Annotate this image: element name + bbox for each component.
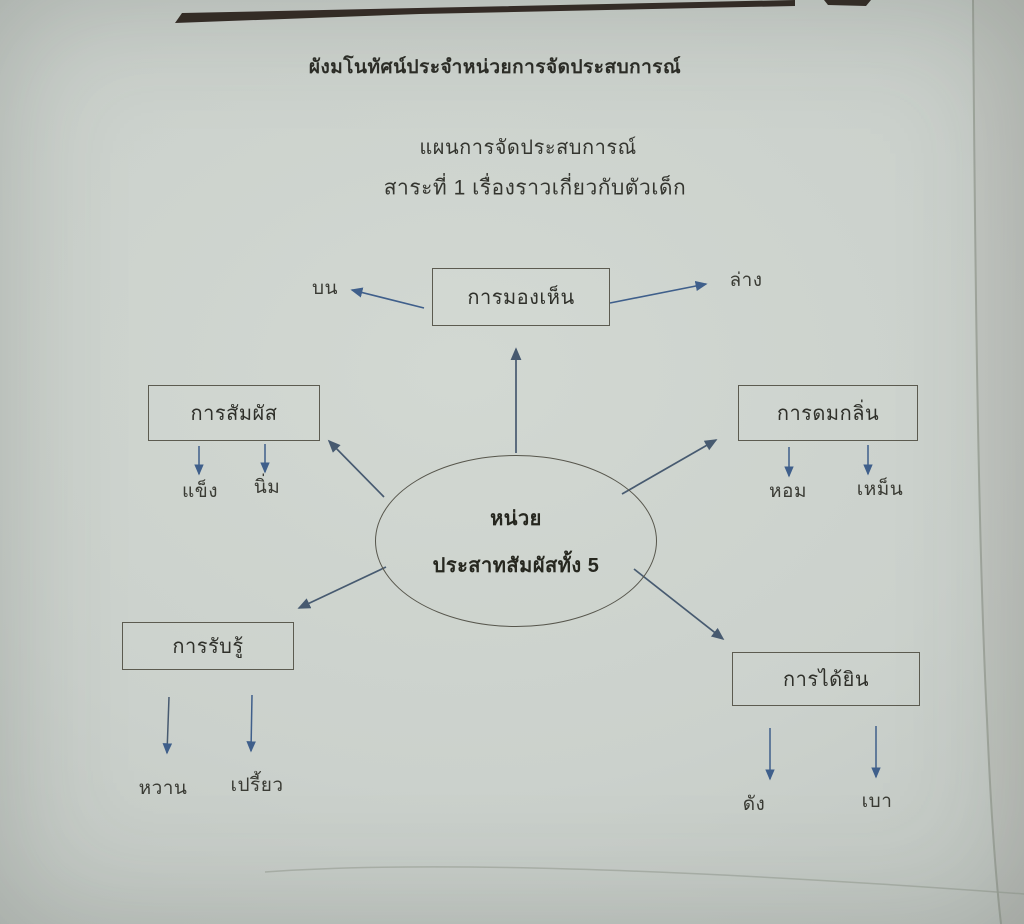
node-perception-label: การรับรู้ (172, 636, 244, 658)
bottom-crease-line (265, 867, 1024, 894)
vision-child-bon-label: บน (311, 278, 339, 299)
page-subtitle-plan: แผนการจัดประสบการณ์ (419, 137, 637, 159)
arrow-vision-to-bon (352, 290, 424, 308)
hearing-child-dang-label: ดัง (742, 794, 766, 815)
node-smell-box (738, 385, 918, 441)
node-vision-label: การมองเห็น (467, 287, 575, 309)
page-title: ผังมโนทัศน์ประจำหน่วยการจัดประสบการณ์ (308, 57, 682, 78)
page-edge-shade (973, 0, 1024, 924)
arrow-center-to-smell (622, 440, 716, 494)
hearing-child-bao-label: เบา (861, 791, 893, 812)
arrow-perception-to-priao (251, 695, 252, 751)
page-subtitle-topic: สาระที่ 1 เรื่องราวเกี่ยวกับตัวเด็ก (383, 176, 687, 200)
arrow-center-to-hearing (634, 569, 723, 639)
scan-dark-band (175, 0, 795, 23)
center-ellipse-line2: ประสาทสัมผัสทั้ง 5 (432, 554, 600, 577)
arrow-center-to-perception (299, 567, 386, 608)
arrow-perception-to-wan (167, 697, 169, 753)
node-touch-label: การสัมผัส (190, 403, 278, 425)
smell-child-men-label: เหม็น (856, 479, 904, 500)
smell-child-hom-label: หอม (769, 481, 807, 502)
node-touch-box (148, 385, 320, 441)
perception-child-wan-label: หวาน (138, 778, 188, 799)
vision-child-lang-label: ล่าง (729, 270, 763, 291)
touch-child-nim-label: นิ่ม (253, 477, 281, 498)
node-hearing-label: การได้ยิน (782, 669, 870, 691)
node-perception-box (122, 622, 294, 670)
scan-dark-mark (824, 0, 871, 6)
arrow-vision-to-lang (610, 284, 706, 303)
arrow-center-to-touch (329, 441, 384, 497)
perception-child-priao-label: เปรี้ยว (230, 775, 284, 796)
node-smell-label: การดมกลิ่น (776, 403, 880, 425)
center-ellipse-line1: หน่วย (490, 507, 542, 530)
center-ellipse-unit (375, 455, 657, 627)
node-vision-box (432, 268, 610, 326)
node-hearing-box (732, 652, 920, 706)
touch-child-khaeng-label: แข็ง (181, 481, 219, 502)
